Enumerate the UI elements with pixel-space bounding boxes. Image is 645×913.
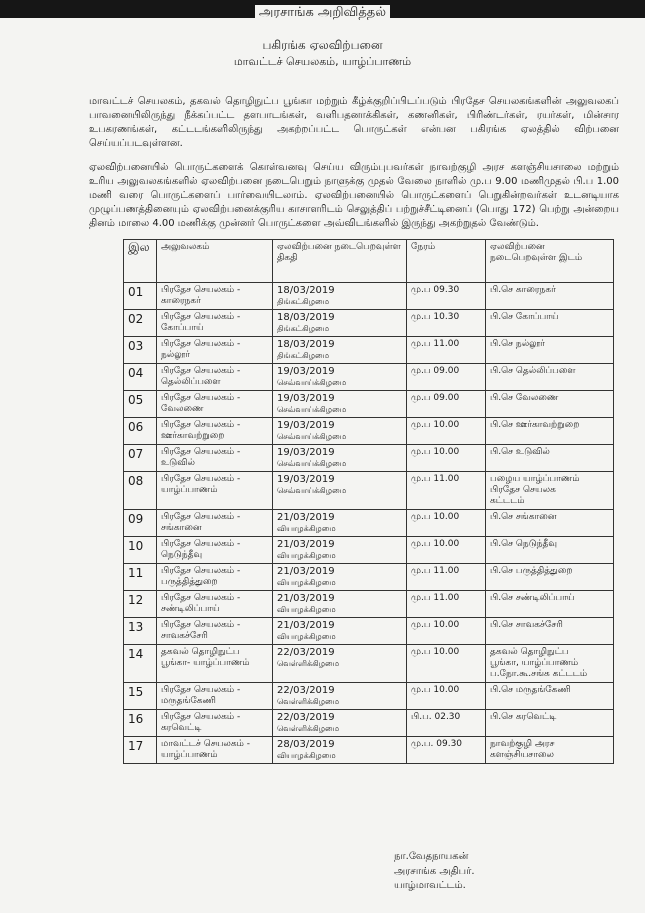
row-office: பிரதேச செயலகம் - மருதங்கேணி [161,685,241,706]
row-venue-cell [486,510,614,537]
row-time: மு.ப 11.00 [407,337,486,364]
row-date-cell [273,364,407,391]
row-office-cell [157,510,273,537]
row-time: மு.ப 11.00 [407,472,486,510]
row-date: 18/03/2019 [277,339,335,350]
row-time: மு.ப 10.00 [407,418,486,445]
row-time: மு.ப 10.00 [407,645,486,683]
header-venue: ஏலவிற்பனை நடைபெறவுள்ள இடம் [486,240,614,283]
row-number: 11 [124,564,157,591]
row-office-cell [157,710,273,737]
row-venue: பி.செ தெல்லிப்பளை [490,366,576,376]
row-office-cell [157,618,273,645]
row-office-cell [157,472,273,510]
table-body [124,283,614,764]
row-office: பிரதேச செயலகம் - காரைநகர் [161,285,241,306]
row-venue-cell [486,564,614,591]
row-time: மு.ப 10.00 [407,683,486,710]
row-date: 19/03/2019 [277,420,335,431]
row-day: வெள்ளிக்கிழமை [277,724,340,733]
row-venue: நாவற்குழி அரச களஞ்சியசாலை [490,739,555,760]
table-row [124,364,614,391]
row-number: 13 [124,618,157,645]
row-date: 18/03/2019 [277,312,335,323]
page-title: பகிரங்க ஏலவிற்பனை [262,38,383,52]
table-row [124,472,614,510]
row-office: தகவல் தொழிநுட்ப பூங்கா- யாழ்ப்பாணம் [161,647,250,668]
row-office: பிரதேச செயலகம் - சாவகச்சேரி [161,620,241,641]
row-time: பி.ப. 02.30 [407,710,486,737]
row-number: 02 [124,310,157,337]
row-number: 06 [124,418,157,445]
row-date: 19/03/2019 [277,393,335,404]
row-day: செவ்வாய்க்கிழமை [277,459,347,468]
row-number: 16 [124,710,157,737]
row-venue-cell [486,537,614,564]
table-row [124,391,614,418]
row-venue: பி.செ நெடுந்தீவு [490,539,557,549]
row-office: பிரதேச செயலகம் - கோப்பாய் [161,312,241,333]
table-row [124,337,614,364]
row-date: 18/03/2019 [277,285,335,296]
row-venue-cell [486,283,614,310]
row-office: பிரதேச செயலகம் - சங்கானை [161,512,241,533]
row-date-cell [273,737,407,764]
row-office-cell [157,310,273,337]
row-venue: பி.செ வேலணை [490,393,559,403]
row-office-cell [157,645,273,683]
table-row [124,510,614,537]
signatory-office: யாழ்மாவட்டம். [394,880,466,891]
row-day: வியாழக்கிழமை [277,605,336,614]
row-time: மு.ப 10.00 [407,618,486,645]
row-office-cell [157,683,273,710]
row-venue-cell [486,618,614,645]
row-day: வெள்ளிக்கிழமை [277,697,340,706]
table-row [124,537,614,564]
row-number: 17 [124,737,157,764]
row-date: 22/03/2019 [277,712,335,723]
row-office-cell [157,364,273,391]
row-office: பிரதேச செயலகம் - நல்லூர் [161,339,241,360]
row-date: 21/03/2019 [277,593,335,604]
row-time: மு.ப 10.00 [407,537,486,564]
page-subtitle: மாவட்டச் செயலகம், யாழ்ப்பாணம் [233,55,412,68]
row-date-cell [273,283,407,310]
row-office-cell [157,445,273,472]
row-venue: பி.செ காரைநகர் [490,285,556,295]
row-number: 03 [124,337,157,364]
row-venue-cell [486,737,614,764]
row-time: மு.ப 10.30 [407,310,486,337]
row-venue: தகவல் தொழிநுட்ப பூங்கா, யாழ்ப்பாணம் ப.நோ.கூ.சங்க கட்டடம் [490,647,588,679]
table-row [124,283,614,310]
row-number: 01 [124,283,157,310]
row-office-cell [157,591,273,618]
row-date: 22/03/2019 [277,685,335,696]
row-date-cell [273,310,407,337]
row-number: 09 [124,510,157,537]
row-venue-cell [486,391,614,418]
row-date: 21/03/2019 [277,620,335,631]
row-date: 21/03/2019 [277,539,335,550]
row-date-cell [273,418,407,445]
row-office: மாவட்டச் செயலகம் - யாழ்ப்பாணம் [161,739,251,760]
row-date: 22/03/2019 [277,647,335,658]
row-day: வியாழக்கிழமை [277,551,336,560]
row-date: 21/03/2019 [277,566,335,577]
row-date-cell [273,510,407,537]
row-date: 19/03/2019 [277,366,335,377]
row-office: பிரதேச செயலகம் - வேலணை [161,393,241,414]
row-time: மு.ப 11.00 [407,591,486,618]
table-row [124,618,614,645]
row-time: மு.ப 11.00 [407,564,486,591]
row-office-cell [157,391,273,418]
row-venue: பி.செ சாவகச்சேரி [490,620,563,630]
row-number: 04 [124,364,157,391]
row-time: மு.ப 10.00 [407,445,486,472]
row-venue-cell [486,310,614,337]
row-office: பிரதேச செயலகம் - தெல்லிப்பளை [161,366,241,387]
row-date: 21/03/2019 [277,512,335,523]
notice-header [0,5,645,21]
row-day: வியாழக்கிழமை [277,578,336,587]
row-date: 19/03/2019 [277,447,335,458]
table-row [124,645,614,683]
table-row [124,310,614,337]
row-office: பிரதேச செயலகம் - சண்டிலிப்பாய் [161,593,241,614]
row-venue: பி.செ நல்லூர் [490,339,545,349]
row-venue: பி.செ ஊர்காவற்றுறை [490,420,580,430]
row-number: 10 [124,537,157,564]
row-office-cell [157,283,273,310]
row-office-cell [157,564,273,591]
row-date-cell [273,391,407,418]
signatory-name: நா.வேதநாயகன் [394,851,469,862]
row-venue-cell [486,418,614,445]
table-row [124,710,614,737]
row-venue: பி.செ சங்கானை [490,512,557,522]
row-day: வெள்ளிக்கிழமை [277,659,340,668]
row-day: வியாழக்கிழமை [277,751,336,760]
row-venue: பி.செ சண்டிலிப்பாய் [490,593,575,603]
row-number: 05 [124,391,157,418]
row-venue-cell [486,364,614,391]
row-day: செவ்வாய்க்கிழமை [277,378,347,387]
row-office: பிரதேச செயலகம் - பருத்தித்துறை [161,566,241,587]
table-header-row [124,240,614,283]
row-number: 07 [124,445,157,472]
row-number: 14 [124,645,157,683]
row-date-cell [273,591,407,618]
row-venue-cell [486,472,614,510]
row-venue-cell [486,337,614,364]
auction-schedule-table [123,239,614,764]
row-date-cell [273,445,407,472]
row-date-cell [273,337,407,364]
row-date: 28/03/2019 [277,739,335,750]
row-office-cell [157,418,273,445]
row-venue-cell [486,591,614,618]
row-office: பிரதேச செயலகம் - கரவெட்டி [161,712,241,733]
signatory-designation: அரசாங்க அதிபர். [394,866,475,877]
row-day: செவ்வாய்க்கிழமை [277,432,347,441]
row-day: திங்கட்கிழமை [277,351,330,360]
table-row [124,591,614,618]
row-office-cell [157,537,273,564]
row-date-cell [273,537,407,564]
row-day: வியாழக்கிழமை [277,524,336,533]
row-venue: பி.செ பருத்தித்துறை [490,566,573,576]
row-date-cell [273,564,407,591]
row-venue: பி.செ உடுவில் [490,447,550,457]
row-day: வியாழக்கிழமை [277,632,336,641]
row-venue-cell [486,645,614,683]
row-office: பிரதேச செயலகம் - ஊர்காவற்றுறை [161,420,241,441]
row-day: திங்கட்கிழமை [277,324,330,333]
row-office: பிரதேச செயலகம் - உடுவில் [161,447,241,468]
row-date-cell [273,710,407,737]
row-day: செவ்வாய்க்கிழமை [277,405,347,414]
row-office-cell [157,737,273,764]
header-date: ஏலவிற்பனை நடைபெறவுள்ள திகதி [273,240,407,283]
header-no: இல [124,240,157,283]
row-date-cell [273,683,407,710]
row-date: 19/03/2019 [277,474,335,485]
header-office: அலுவலகம் [157,240,273,283]
table-row [124,683,614,710]
table-row [124,445,614,472]
row-venue: பழைய யாழ்ப்பாணம் பிரதேச செயலக கட்டடம் [490,474,580,506]
row-date-cell [273,472,407,510]
row-venue: பி.செ கோப்பாய் [490,312,559,322]
row-time: மு.ப. 09.30 [407,737,486,764]
row-time: மு.ப 09.00 [407,364,486,391]
notice-header-text: அரசாங்க அறிவித்தல் [255,5,390,20]
row-venue: பி.செ மருதங்கேணி [490,685,571,695]
table-row [124,737,614,764]
row-venue-cell [486,445,614,472]
row-day: திங்கட்கிழமை [277,297,330,306]
instructions-paragraph: ஏலவிற்பனையில் பொருட்களைக் கொள்வனவு செய்ய விரும்புபவர்கள் நாவற்குழி அரச களஞ்சியசாலை மற்றும் உரிய அலுவலகங்களில் ஏலவிற்பனை நடைபெறும் நாளுக்கு முதல் வேலை நாளில் மு.ப 9.00 மணிமுதல் பி.ப 1.00 மணி வரை பொருட்களைப் பார்வையிடலாம். ஏலவிற்பனையில் பொருட்களைப் பெறுகின்றவர்கள் உடனடியாக முழுப்பணத்தினையும் ஏலவிற்பனைக்குரிய காசாளரிடம் செலுத்திப் பற்றுச்சீட்டினைப் (பொது 172) பெற்று அன்றைய தினம் மாலை 4.00 மணிக்கு முன்னர் பொருட்களை அவ்விடங்களில் இருந்து அகற்றுதல் வேண்டும். [89,162,619,229]
table-row [124,418,614,445]
row-venue-cell [486,683,614,710]
table-row [124,564,614,591]
row-time: மு.ப 09.00 [407,391,486,418]
row-office-cell [157,337,273,364]
row-office: பிரதேச செயலகம் - யாழ்ப்பாணம் [161,474,241,495]
row-date-cell [273,645,407,683]
row-venue: பி.செ கரவெட்டி [490,712,557,722]
row-number: 12 [124,591,157,618]
row-venue-cell [486,710,614,737]
row-time: மு.ப 10.00 [407,510,486,537]
row-time: மு.ப 09.30 [407,283,486,310]
row-number: 08 [124,472,157,510]
row-office: பிரதேச செயலகம் - நெடுந்தீவு [161,539,241,560]
intro-paragraph: மாவட்டச் செயலகம், தகவல் தொழிநுட்ப பூங்கா மற்றும் கீழ்க்குறிப்பிடப்படும் பிரதேச செயலகங்களின் அலுவலகப் பாவனையிலிருந்து நீக்கப்பட்ட தளபாடங்கள், வளிபதனாக்கிகள், கணனிகள், பிரிண்டர்கள், ரயர்கள், மின்சார உபகரணங்கள், கட்டடங்களிலிருந்து அகற்றப்பட்ட பொருட்கள் என்பன பகிரங்க ஏலத்தில் விற்பனை செய்யப்படவுள்ளன. [89,96,619,149]
row-date-cell [273,618,407,645]
header-time: நேரம் [407,240,486,283]
row-day: செவ்வாய்க்கிழமை [277,486,347,495]
row-number: 15 [124,683,157,710]
